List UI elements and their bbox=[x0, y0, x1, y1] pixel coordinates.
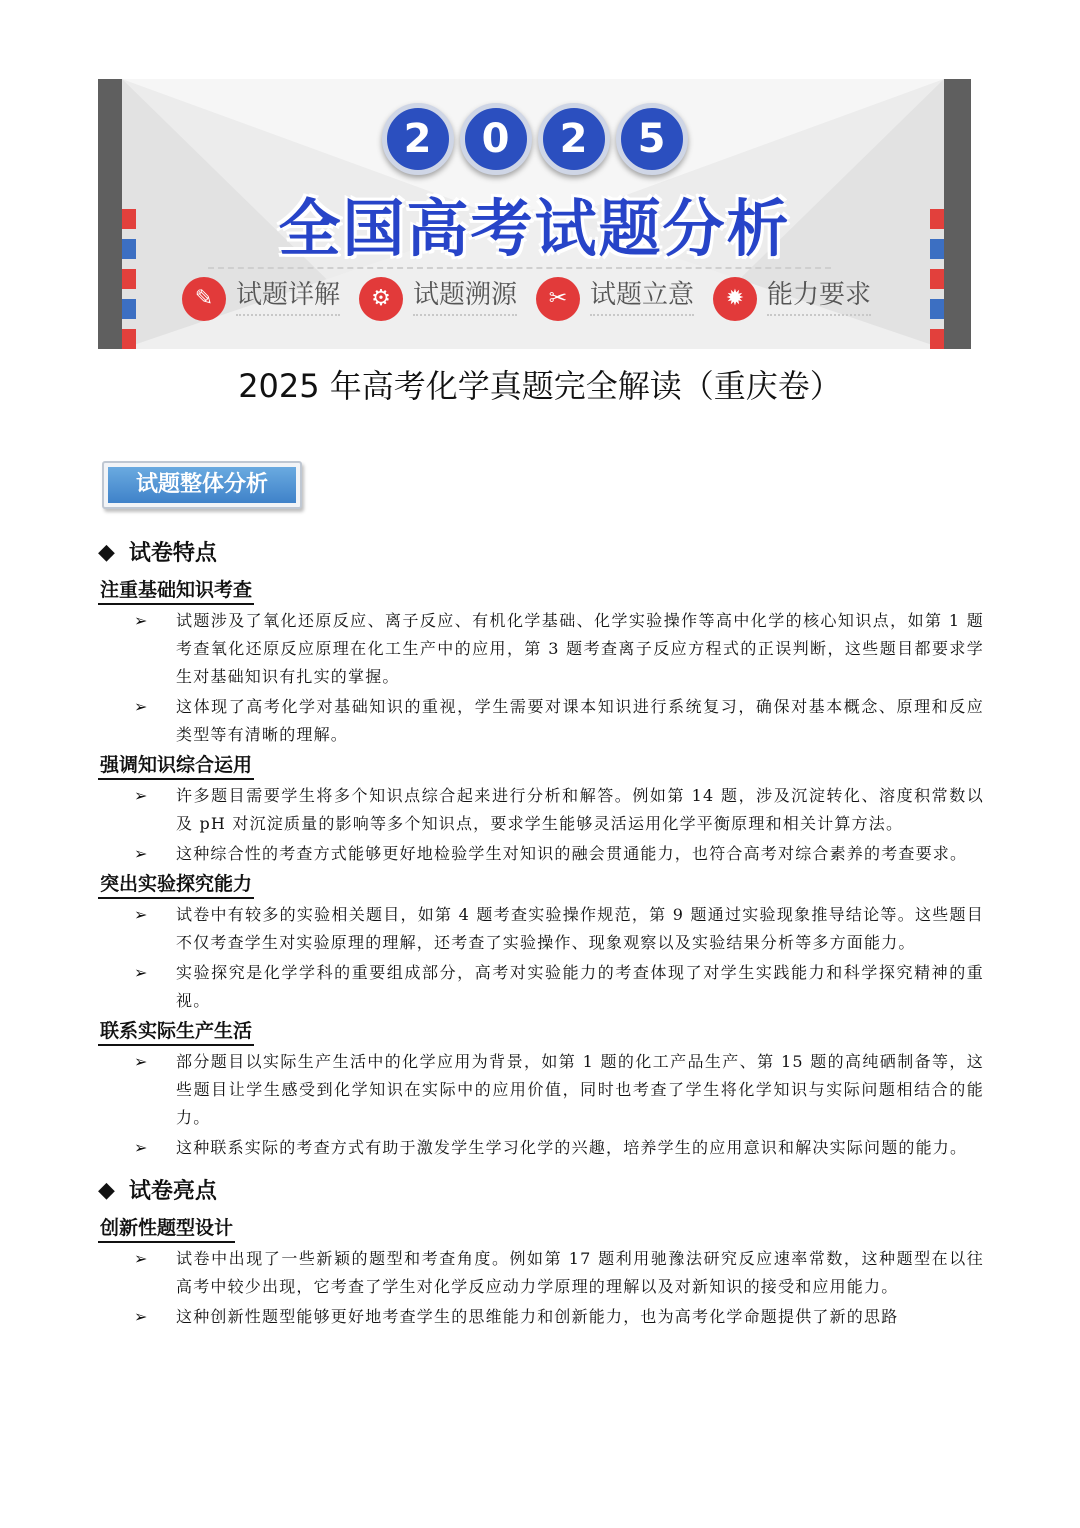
list-item-text: 许多题目需要学生将多个知识点综合起来进行分析和解答。例如第 14 题，涉及沉淀转化、溶度积常数以及 pH 对沉淀质量的影响等多个知识点，要求学生能够灵活运用化学平衡原理和相关计算方法。 bbox=[176, 786, 984, 833]
arrow-bullet-icon: ➢ bbox=[134, 1138, 148, 1157]
diamond-bullet-icon: ◆ bbox=[98, 540, 115, 565]
year-digit: 2 bbox=[382, 103, 454, 175]
list-item bbox=[98, 693, 984, 749]
banner-tags bbox=[182, 277, 871, 321]
arrow-bullet-icon: ➢ bbox=[134, 786, 148, 805]
year-digit: 0 bbox=[460, 103, 532, 175]
banner-tag bbox=[182, 277, 340, 321]
diamond-bullet-icon: ◆ bbox=[98, 1178, 115, 1203]
list-item-text: 这种联系实际的考查方式有助于激发学生学习化学的兴趣，培养学生的应用意识和解决实际问题的能力。 bbox=[176, 1138, 968, 1157]
arrow-bullet-icon: ➢ bbox=[134, 905, 148, 924]
arrow-bullet-icon: ➢ bbox=[134, 611, 148, 630]
banner-tag bbox=[713, 277, 871, 321]
banner-title: 全国高考试题分析 bbox=[278, 192, 791, 265]
arrow-bullet-icon: ➢ bbox=[134, 1307, 148, 1326]
year-digit: 5 bbox=[616, 103, 688, 175]
gear-icon: ⚙ bbox=[359, 277, 403, 321]
tools-icon: ✂ bbox=[536, 277, 580, 321]
year-digit: 2 bbox=[538, 103, 610, 175]
list-item-text: 这种创新性题型能够更好地考查学生的思维能力和创新能力，也为高考化学命题提供了新的思路 bbox=[176, 1307, 899, 1326]
header-banner bbox=[98, 79, 971, 349]
arrow-bullet-icon: ➢ bbox=[134, 963, 148, 982]
subsection bbox=[98, 1019, 984, 1162]
banner-tag-label: 试题立意 bbox=[590, 282, 694, 316]
section-heading bbox=[98, 538, 984, 568]
divider bbox=[208, 267, 831, 269]
subsection bbox=[98, 753, 984, 868]
banner-tag-label: 试题溯源 bbox=[413, 282, 517, 316]
subsection-title: 注重基础知识考查 bbox=[98, 578, 254, 605]
subsection bbox=[98, 872, 984, 1015]
subsection-title: 联系实际生产生活 bbox=[98, 1019, 254, 1046]
list-item-text: 试卷中出现了一些新颖的题型和考查角度。例如第 17 题利用驰豫法研究反应速率常数，这种题型在以往高考中较少出现，它考查了学生对化学反应动力学原理的理解以及对新知识的接受和应用能力。 bbox=[176, 1249, 984, 1296]
arrow-bullet-icon: ➢ bbox=[134, 697, 148, 716]
section-heading-text: 试卷亮点 bbox=[128, 1178, 217, 1204]
section-heading-text: 试卷特点 bbox=[128, 540, 217, 566]
bulb-icon: ✹ bbox=[713, 277, 757, 321]
list-item bbox=[98, 1048, 984, 1132]
subsection-title: 突出实验探究能力 bbox=[98, 872, 254, 899]
list-item-text: 试卷中有较多的实验相关题目，如第 4 题考查实验操作规范，第 9 题通过实验现象推导结论等。这些题目不仅考查学生对实验原理的理解，还考查了实验操作、现象观察以及实验结果分析等多方面能力。 bbox=[176, 905, 984, 952]
list-item bbox=[98, 1303, 984, 1331]
banner-tag-label: 能力要求 bbox=[767, 282, 871, 316]
list-item-text: 这体现了高考化学对基础知识的重视，学生需要对课本知识进行系统复习，确保对基本概念、原理和反应类型等有清晰的理解。 bbox=[176, 697, 984, 744]
subsection bbox=[98, 578, 984, 749]
section-heading bbox=[98, 1176, 984, 1206]
arrow-bullet-icon: ➢ bbox=[134, 844, 148, 863]
list-item bbox=[98, 782, 984, 838]
list-item bbox=[98, 901, 984, 957]
list-item-text: 部分题目以实际生产生活中的化学应用为背景，如第 1 题的化工产品生产、第 15 题的高纯硒制备等，这些题目让学生感受到化学知识在实际中的应用价值，同时也考查了学生将化学知识与实际问题相结合的能力。 bbox=[176, 1052, 984, 1127]
subsection-title: 创新性题型设计 bbox=[98, 1216, 235, 1243]
banner-tag bbox=[359, 277, 517, 321]
section-header-label: 试题整体分析 bbox=[108, 467, 296, 503]
list-item-text: 这种综合性的考查方式能够更好地检验学生对知识的融会贯通能力，也符合高考对综合素养的考查要求。 bbox=[176, 844, 968, 863]
list-item bbox=[98, 1245, 984, 1301]
banner-tag bbox=[536, 277, 694, 321]
list-item bbox=[98, 840, 984, 868]
page-title: 2025 年高考化学真题完全解读（重庆卷） bbox=[238, 367, 842, 405]
banner-tag-label: 试题详解 bbox=[236, 282, 340, 316]
year-badge bbox=[382, 103, 688, 175]
list-item bbox=[98, 959, 984, 1015]
document-body bbox=[98, 530, 984, 1331]
section-header-badge bbox=[102, 461, 302, 509]
book-icon: ✎ bbox=[182, 277, 226, 321]
list-item-text: 试题涉及了氧化还原反应、离子反应、有机化学基础、化学实验操作等高中化学的核心知识点，如第 1 题考查氧化还原反应原理在化工生产中的应用，第 3 题考查离子反应方程式的正误判断，这些题目都要求学生对基础知识有扎实的掌握。 bbox=[176, 611, 984, 686]
list-item bbox=[98, 1134, 984, 1162]
arrow-bullet-icon: ➢ bbox=[134, 1052, 148, 1071]
list-item bbox=[98, 607, 984, 691]
subsection bbox=[98, 1216, 984, 1331]
arrow-bullet-icon: ➢ bbox=[134, 1249, 148, 1268]
list-item-text: 实验探究是化学学科的重要组成部分，高考对实验能力的考查体现了对学生实践能力和科学探究精神的重视。 bbox=[176, 963, 984, 1010]
subsection-title: 强调知识综合运用 bbox=[98, 753, 254, 780]
